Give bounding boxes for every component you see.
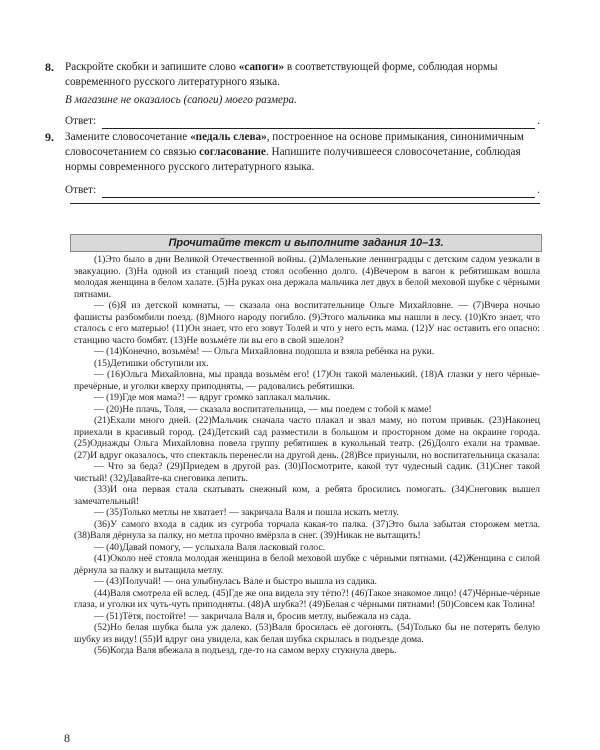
text-paragraph: (52)Но белая шубка была уж далеко. (53)Валя бросилась её догонять. (54)Только бы не потерять белую шубку из виду! (55)И вдруг она увидела, как белая шубка скрылась в подъезде дома. — [74, 622, 540, 645]
text-paragraph: — (6)Я из детской комнаты, — сказала она воспитательнице Ольге Михайловне. — (7)Вчера ночью фашисты разбомбили поезд. (8)Много народу погибло. (9)Этого мальчика мы нашли в лесу. (10)Кто знает, что сталось с его матерью! (11)Он знает, что его зовут Толей и что у него есть мама. (12)У нас оставить его опасно: станцию часто бомбят. (13)Не возьмёте ли вы его в свой эшелон? — [74, 300, 540, 346]
text-paragraph: — (14)Конечно, возьмём! — Ольга Михайловна подошла и взяла ребёнка на руки. — [94, 346, 435, 357]
task-keyword: «сапоги» — [238, 61, 285, 73]
answer-line[interactable] — [102, 186, 535, 198]
text-paragraph: — (35)Только метлы не хватает! — закричала Валя и пошла искать метлу. — [94, 507, 399, 518]
text-paragraph: (36)У самого входа в садик из сугроба торчала какая-то палка. (37)Это была забытая сторожем метла. (38)Валя дёрнула за палку, но метла прочно вмёрзла в снег. (39)Никак не вытащить! — [74, 518, 540, 541]
task-keyword: «педаль слева» — [190, 131, 267, 143]
text-paragraph: — (40)Давай помогу, — услыхала Валя ласковый голос. — [94, 541, 326, 553]
task-example: В магазине не оказалось (сапоги) моего размера. — [65, 94, 297, 106]
task-keyword: согласование — [199, 146, 266, 158]
task-8 — [45, 60, 540, 129]
task-number: 8. — [45, 60, 54, 74]
task-instruction: Замените словосочетание «педаль слева», построенное на основе примыкания, синонимичным словосочетанием со связью согласование. Напишите получившееся словосочетание, соблюдая нормы современного русского литературного языка. — [65, 131, 524, 173]
task-instruction: Раскройте скобки и запишите слово «сапоги» в соответствующей форме, соблюдая нормы современного русского литературного языка. — [65, 61, 498, 88]
reading-text — [74, 254, 540, 657]
task-9 — [45, 130, 540, 198]
text-paragraph: — (19)Где моя мама?! — вдруг громко заплакал мальчик. — [94, 392, 331, 403]
answer-field[interactable]: Ответ: . — [65, 184, 540, 196]
text-paragraph: (33)И она первая стала скатывать снежный ком, а ребята бросились помогать. (34)Снеговик вышел замечательный! — [74, 484, 540, 507]
answer-line[interactable] — [102, 117, 535, 129]
answer-label: Ответ: — [65, 184, 97, 196]
page-number: 8 — [64, 731, 70, 745]
text-paragraph: — (43)Получай! — она улыбнулась Вале и быстро вышла из садика. — [94, 576, 377, 587]
text-paragraph: (15)Детишки обступили их. — [94, 357, 209, 369]
reading-task-banner: Прочитайте текст и выполните задания 10–13. — [70, 234, 542, 252]
task-number: 9. — [45, 130, 54, 144]
answer-field[interactable]: Ответ: . — [65, 115, 540, 127]
text-paragraph: (41)Около неё стояла молодая женщина в белой меховой шубке с чёрными пятнами. (42)Женщина с силой дёрнула за палку и вытащила метлу. — [74, 553, 540, 576]
separator-line — [70, 203, 540, 204]
text-paragraph: — Что за беда? (29)Приедем в другой раз. (30)Посмотрите, какой тут чудесный садик. (31)Снег такой чистый! (32)Давайте-ка снеговика лепить. — [74, 461, 540, 484]
text-paragraph: — (16)Ольга Михайловна, мы правда возьмём его! (17)Он такой маленький. (18)А глазки у него чёрные-пречёрные, и уголки кверху приподняты, — радовались ребятишки. — [74, 369, 540, 392]
answer-label: Ответ: — [65, 115, 97, 127]
text-paragraph: (1)Это было в дни Великой Отечественной войны. (2)Маленькие ленинградцы с детским садом уезжали в эвакуацию. (3)На одной из станций поезд стоял особенно долго. (4)Вечером в вагон к ребятишкам вошла молодая женщина в белом халате. (5)На руках она держала мальчика лет двух в белой меховой шубке с чёрными пятнами. — [74, 254, 540, 300]
text-paragraph: — (20)Не плачь, Толя, — сказала воспитательница, — мы поедем с тобой к маме! — [94, 403, 432, 415]
text-paragraph: (56)Когда Валя вбежала в подъезд, где-то на самом верху стукнула дверь. — [94, 645, 397, 656]
text-paragraph: (44)Валя смотрела ей вслед. (45)Где же она видела эту тётю?! (46)Такое знакомое лицо! (47)Чёрные-чёрные глаза, и уголки их чуть-чуть приподняты. (48)А шубка?! (49)Белая с чёрными пятнами! (50)Совсем как Толина! — [74, 587, 540, 610]
text-paragraph: (21)Ехали много дней. (22)Мальчик сначала часто плакал и звал маму, но потом привык. (23)Наконец приехали в красивый город. (24)Детский сад разместили в большом и просторном доме на окраине города. (25)Однажды Ольга Михайловна повела группу ребятишек в кукольный театр. (26)Долго ехали на трамвае. (27)И вдруг оказалось, что спектакль перенесли на другой день. (28)Все приуныли, но воспитательница сказала: — [74, 415, 540, 461]
text-paragraph: — (51)Тётя, постойте! — закричала Валя и, бросив метлу, выбежала из сада. — [94, 610, 412, 622]
